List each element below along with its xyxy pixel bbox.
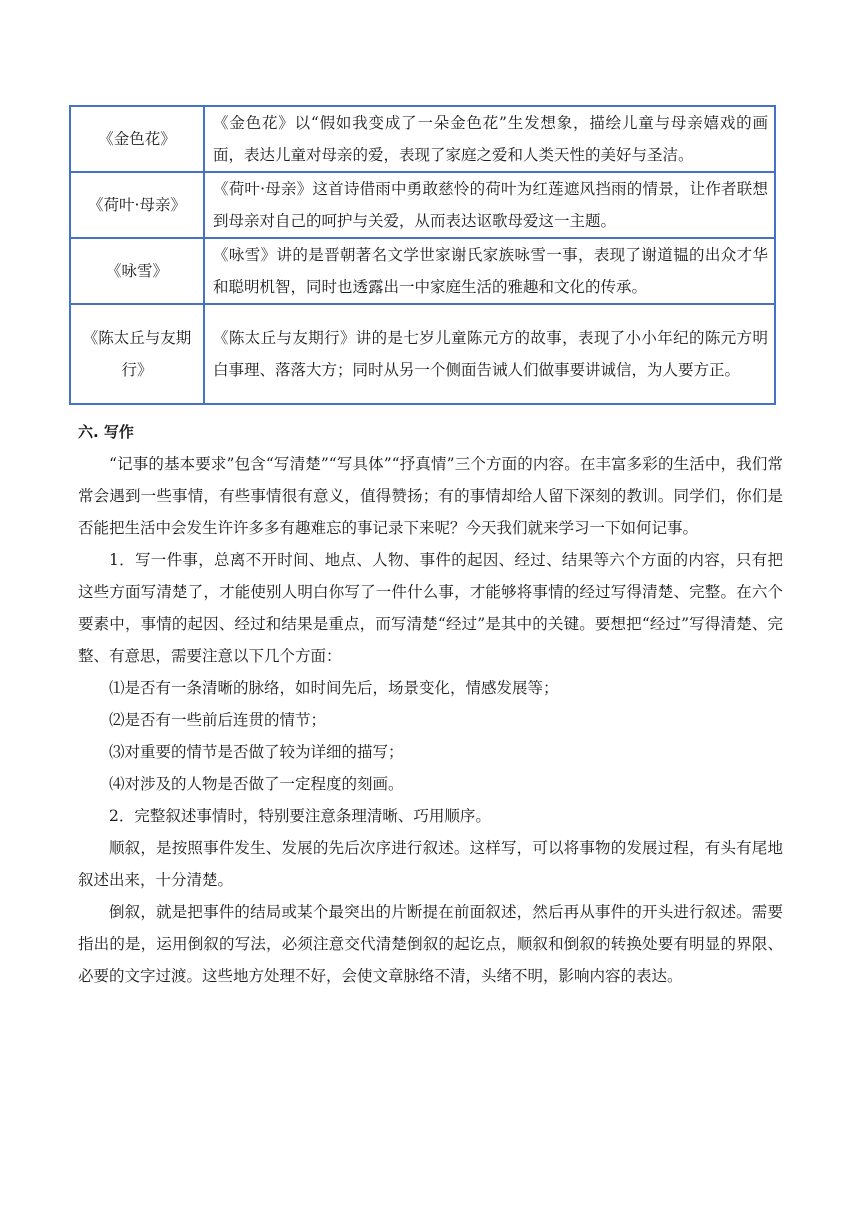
work-description: 《金色花》以“假如我变成了一朵金色花”生发想象，描绘儿童与母亲嬉戏的画面，表达儿童对母亲的爱，表现了家庭之爱和人类天性的美好与圣洁。 bbox=[204, 106, 775, 172]
work-description: 《荷叶·母亲》这首诗借雨中勇敢慈怜的荷叶为红莲遮风挡雨的情景，让作者联想到母亲对自己的呵护与关爱，从而表达讴歌母爱这一主题。 bbox=[204, 172, 775, 238]
list-item: ⑴是否有一条清晰的脉络，如时间先后，场景变化，情感发展等； bbox=[109, 679, 559, 697]
table-row bbox=[70, 172, 775, 238]
list-item: ⑷对涉及的人物是否做了一定程度的刻画。 bbox=[109, 775, 404, 793]
shunxu-paragraph: 顺叙，是按照事件发生、发展的先后次序进行叙述。这样写，可以将事物的发展过程，有头有尾地叙述出来，十分清楚。 bbox=[78, 839, 783, 889]
work-title: 《金色花》 bbox=[70, 106, 204, 172]
section-heading: 六. 写作 bbox=[78, 423, 134, 441]
table-row bbox=[70, 106, 775, 172]
list-item: ⑶对重要的情节是否做了较为详细的描写； bbox=[109, 743, 404, 761]
point-two-paragraph: 2．完整叙述事情时，特别要注意条理清晰、巧用顺序。 bbox=[109, 807, 491, 825]
work-description: 《陈太丘与友期行》讲的是七岁儿童陈元方的故事，表现了小小年纪的陈元方明白事理、落落大方；同时从另一个侧面告诫人们做事要讲诚信，为人要方正。 bbox=[204, 304, 775, 404]
work-title: 《荷叶·母亲》 bbox=[70, 172, 204, 238]
point-one-paragraph: 1．写一件事，总离不开时间、地点、人物、事件的起因、经过、结果等六个方面的内容，只有把这些方面写清楚了，才能使别人明白你写了一件什么事，才能够将事情的经过写得清楚、完整。在六个要素中，事情的起因、经过和结果是重点，而写清楚“经过”是其中的关键。要想把“经过”写得清楚、完整、有意思，需要注意以下几个方面： bbox=[78, 551, 783, 665]
table-row bbox=[70, 238, 775, 304]
list-item: ⑵是否有一些前后连贯的情节； bbox=[109, 711, 327, 729]
daoxu-paragraph: 倒叙，就是把事件的结局或某个最突出的片断提在前面叙述，然后再从事件的开头进行叙述。需要指出的是，运用倒叙的写法，必须注意交代清楚倒叙的起讫点，顺叙和倒叙的转换处要有明显的界限、必要的文字过渡。这些地方处理不好，会使文章脉络不清，头绪不明，影响内容的表达。 bbox=[78, 903, 783, 985]
work-title: 《咏雪》 bbox=[70, 238, 204, 304]
intro-paragraph: “记事的基本要求”包含“写清楚”“写具体”“抒真情”三个方面的内容。在丰富多彩的生活中，我们常常会遇到一些事情，有些事情很有意义，值得赞扬；有的事情却给人留下深刻的教训。同学们，你们是否能把生活中会发生许许多多有趣难忘的事记录下来呢？今天我们就来学习一下如何记事。 bbox=[78, 455, 783, 537]
work-description: 《咏雪》讲的是晋朝著名文学世家谢氏家族咏雪一事，表现了谢道韫的出众才华和聪明机智，同时也透露出一中家庭生活的雅趣和文化的传承。 bbox=[204, 238, 775, 304]
works-table bbox=[69, 105, 776, 405]
table-row bbox=[70, 304, 775, 404]
work-title: 《陈太丘与友期行》 bbox=[70, 304, 204, 404]
writing-section bbox=[78, 418, 783, 992]
